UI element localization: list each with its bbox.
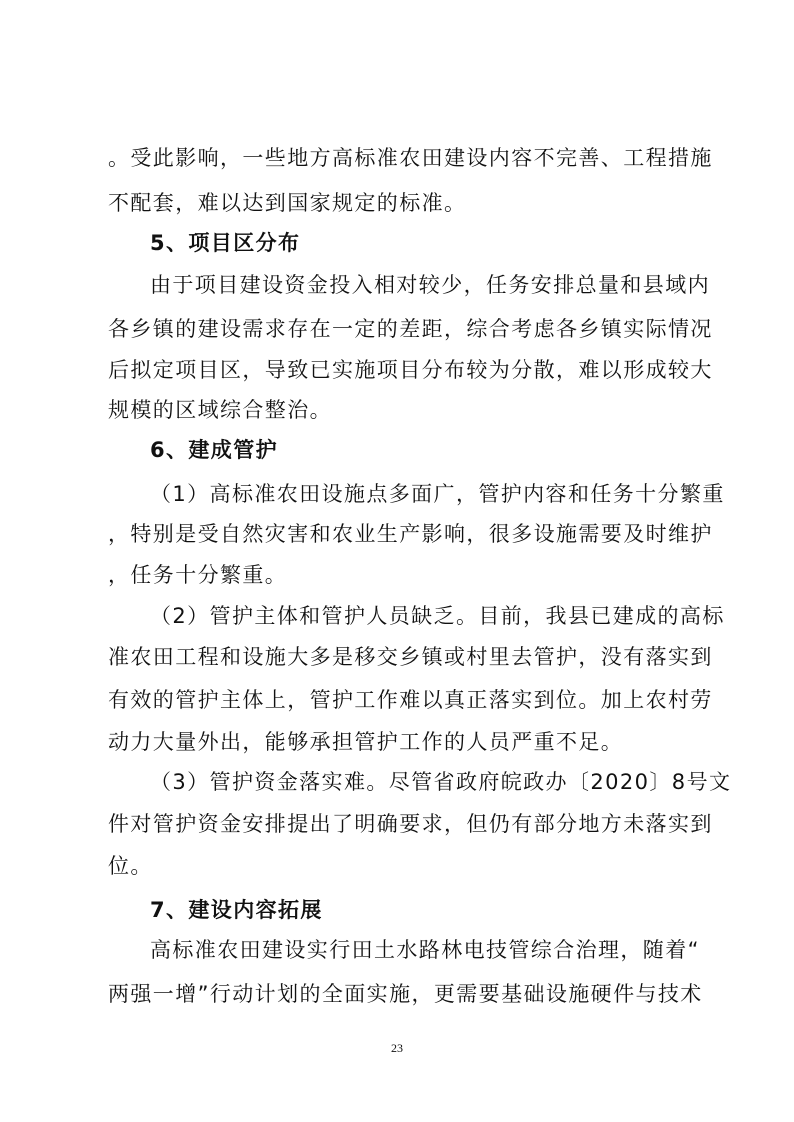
body-text-line: 件对管护资金安排提出了明确要求，但仍有部分地方未落实到 (108, 812, 713, 836)
body-text-line: 规模的区域综合整治。 (108, 398, 332, 422)
section-heading-5: 5、项目区分布 (150, 231, 301, 255)
body-text-line: 准农田工程和设施大多是移交乡镇或村里去管护，没有落实到 (108, 645, 713, 669)
section-heading-7: 7、建设内容拓展 (150, 898, 323, 922)
body-text-line: ，任务十分繁重。 (108, 563, 288, 587)
body-text-line: （2）管护主体和管护人员缺乏。目前，我县已建成的高标 (150, 604, 725, 628)
body-text-line: （1）高标准农田设施点多面广，管护内容和任务十分繁重 (150, 482, 725, 506)
body-text-line: 两强一增”行动计划的全面实施，更需要基础设施硬件与技术 (108, 982, 703, 1006)
body-text-line: 有效的管护主体上，管护工作难以真正落实到位。加上农村劳 (108, 688, 713, 712)
body-text-line: ，特别是受自然灾害和农业生产影响，很多设施需要及时维护 (108, 522, 713, 546)
body-text-line: （3）管护资金落实难。尽管省政府皖政办〔2020〕8号文 (150, 770, 732, 794)
page-number: 23 (391, 1041, 403, 1055)
body-text-line: 动力大量外出，能够承担管护工作的人员严重不足。 (108, 730, 624, 754)
body-text-line: 由于项目建设资金投入相对较少，任务安排总量和县域内 (150, 273, 710, 297)
body-text-line: 各乡镇的建设需求存在一定的差距，综合考虑各乡镇实际情况 (108, 317, 713, 341)
body-text-line: 高标准农田建设实行田土水路林电技管综合治理，随着“ (150, 938, 700, 962)
body-text-line: 不配套，难以达到国家规定的标准。 (108, 191, 467, 215)
body-text-line: 。受此影响，一些地方高标准农田建设内容不完善、工程措施 (108, 146, 713, 170)
body-text-line: 后拟定项目区，导致已实施项目分布较为分散，难以形成较大 (108, 358, 713, 382)
section-heading-6: 6、建成管护 (150, 438, 279, 462)
body-text-line: 位。 (108, 854, 153, 878)
